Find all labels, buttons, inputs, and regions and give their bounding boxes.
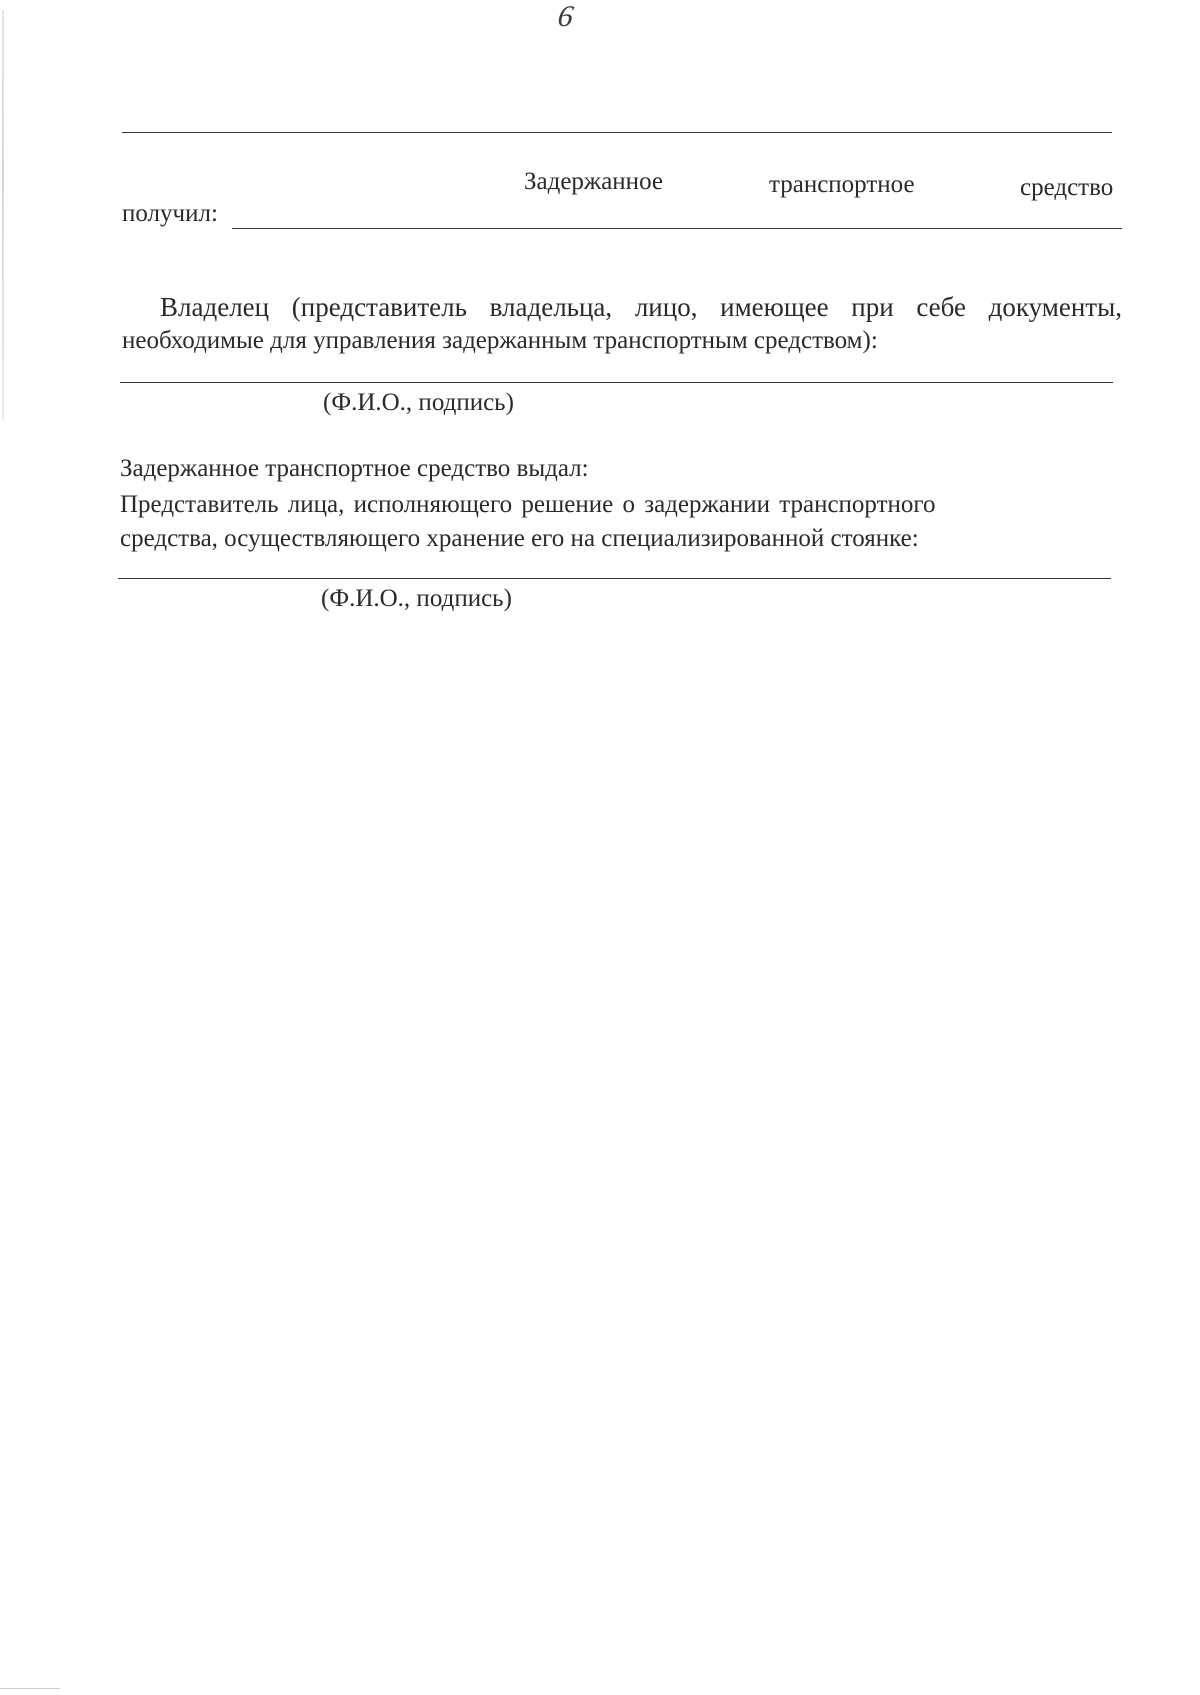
received-label: получил: (122, 200, 218, 227)
issued-text-line-1: Задержанное транспортное средство выдал: (120, 455, 589, 482)
page-number: 6 (555, 0, 576, 33)
owner-signature-caption: (Ф.И.О., подпись) (323, 389, 514, 416)
issued-signature-caption: (Ф.И.О., подпись) (321, 585, 512, 612)
owner-signature-line (120, 382, 1113, 383)
top-rule (122, 132, 1112, 133)
issued-signature-line (118, 578, 1111, 579)
owner-text-line-1: Владелец (представитель владельца, лицо, имеющее при себе документы, (160, 292, 1122, 322)
received-signature-line (232, 228, 1122, 229)
issued-text-line-2: Представитель лица, исполняющего решение о задержании транспортного (120, 491, 936, 518)
issued-text-line-3: средства, осуществляющего хранение его на специализированной стоянке: (120, 525, 919, 552)
received-heading-word-2: транспортное (769, 171, 915, 198)
owner-text-line-2: необходимые для управления задержанным транспортным средством): (122, 327, 878, 354)
received-heading-word-1: Задержанное (524, 168, 663, 195)
scan-edge-shadow (2, 10, 4, 420)
scan-corner-mark (0, 1688, 60, 1689)
received-heading-word-3: средство (1020, 174, 1114, 201)
